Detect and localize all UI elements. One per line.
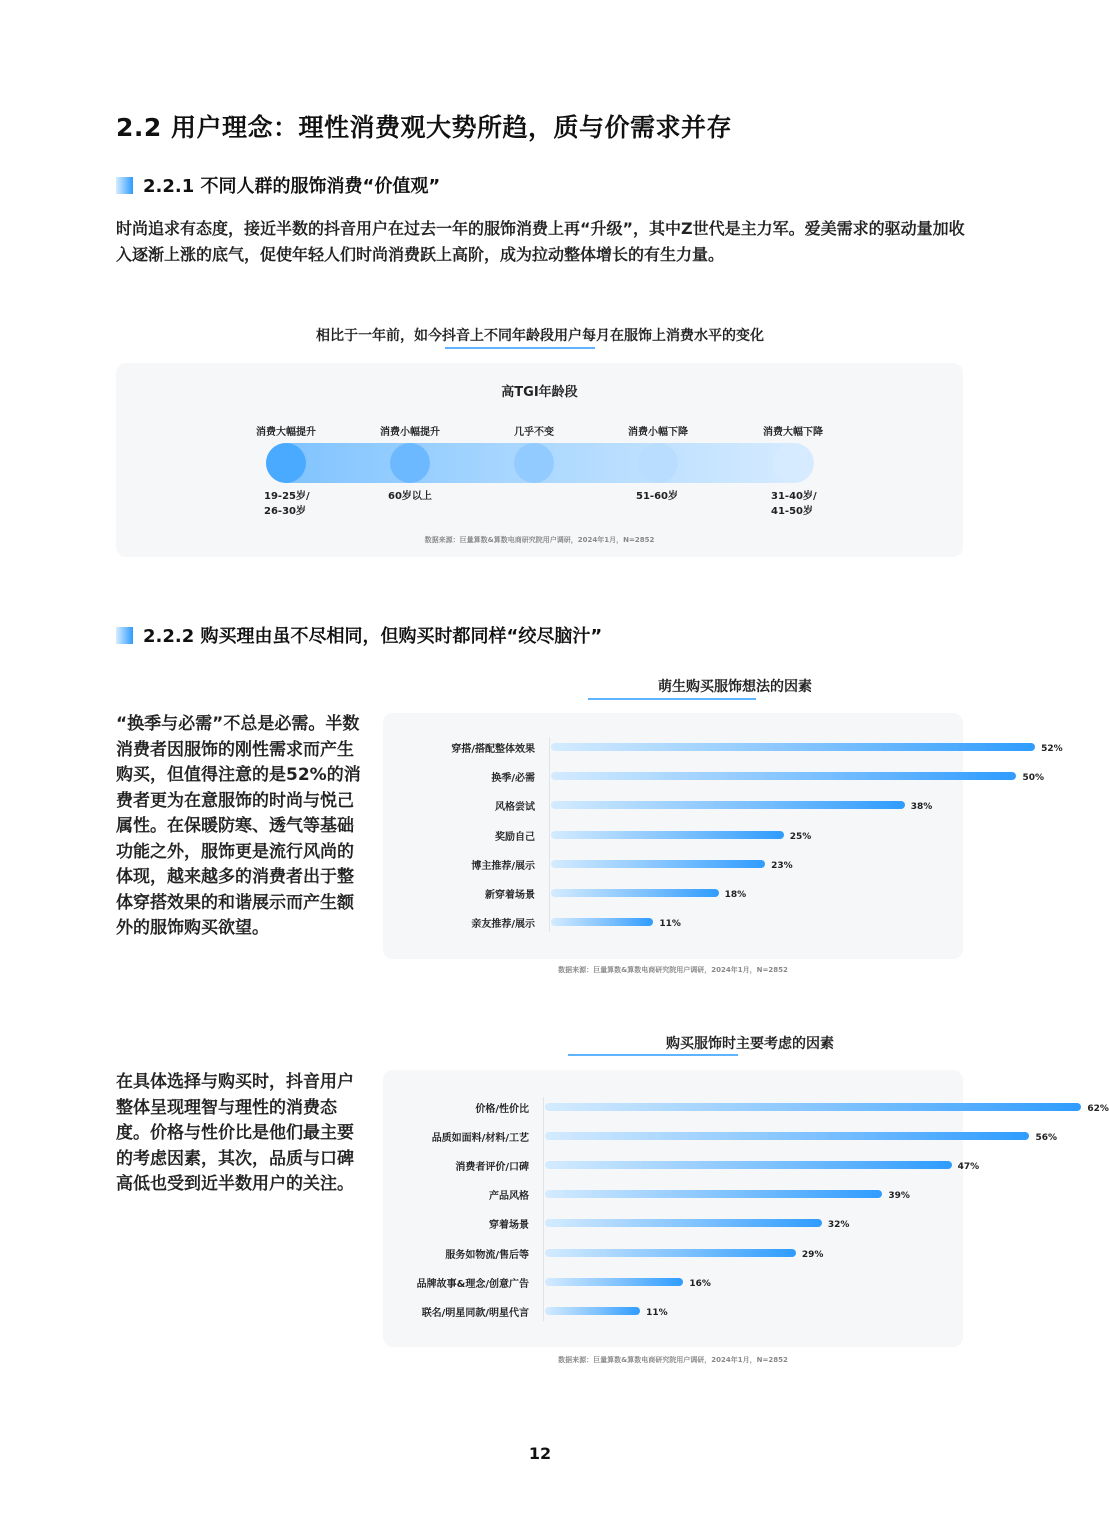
tgi-source: 数据来源：巨量算数&算数电商研究院用户调研，2024年1月，N=2852 <box>424 536 655 544</box>
bar-category-label: 穿搭/搭配整体效果 <box>451 744 535 755</box>
bar-value-label: 29% <box>801 1249 824 1260</box>
bar-category-label: 产品风格 <box>489 1191 529 1203</box>
bar-category-label: 品牌故事&理念/创意广告 <box>416 1278 529 1290</box>
bar <box>551 889 719 897</box>
tgi-stage-ages: 60岁以上 <box>388 491 432 502</box>
side-text-1: “换季与必需”不总是必需。半数消费者因服饰的刚性需求而产生购买，但值得注意的是52%的消费者更为在意服饰的时尚与悦己属性。在保暖防寒、透气等基础功能之外，服饰更是流行风尚的体现，越来越多的消费者出于整体穿搭效果的和谐展示而产生额外的服饰购买欲望。 <box>116 714 361 938</box>
bar <box>545 1307 640 1315</box>
bar <box>551 743 1035 751</box>
bar <box>545 1161 952 1169</box>
chart1-title-underline <box>588 698 756 700</box>
page-number: 12 <box>528 1444 552 1463</box>
bar <box>545 1190 882 1198</box>
bar-value-label: 25% <box>789 831 812 842</box>
chart2-title: 购买服饰时主要考虑的因素 <box>666 1036 834 1052</box>
bar <box>551 831 784 839</box>
tgi-stage-ages: 19-25岁/ 26-30岁 <box>264 491 310 517</box>
bar-category-label: 品质如面料/材料/工艺 <box>431 1133 529 1145</box>
tgi-stage-dot <box>638 443 678 483</box>
side-text-2: 在具体选择与购买时，抖音用户整体呈现理智与理性的消费态度。价格与性价比是他们最主要的考虑因素，其次，品质与口碑高低也受到近半数用户的关注。 <box>116 1072 354 1194</box>
subsection-2-heading <box>116 622 602 648</box>
tgi-stage-dot <box>773 443 813 483</box>
bar-value-label: 11% <box>659 919 681 930</box>
chart1-title: 萌生购买服饰想法的因素 <box>658 679 812 695</box>
tgi-figure-title: 相比于一年前，如今抖音上不同年龄段用户每月在服饰上消费水平的变化 <box>316 328 764 344</box>
bar <box>551 801 905 809</box>
chart-axis-line <box>549 737 550 932</box>
bar <box>545 1219 822 1227</box>
tgi-stage-label: 消费大幅提升 <box>256 427 316 438</box>
bar <box>551 772 1016 780</box>
bar <box>545 1132 1029 1140</box>
tgi-stage-ages: 51-60岁 <box>636 491 678 502</box>
tgi-stage-dot <box>514 443 554 483</box>
bar-value-label: 56% <box>1035 1133 1057 1144</box>
bar-value-label: 11% <box>646 1307 668 1318</box>
bar-category-label: 风格尝试 <box>495 802 535 814</box>
subsection-1-paragraph: 时尚追求有态度，接近半数的抖音用户在过去一年的服饰消费上再“升级”，其中Z世代是主力军。爱美需求的驱动量加收入逐渐上涨的底气，促使年轻人们时尚消费跃上高阶，成为拉动整体增长的有生力量。 <box>116 219 965 264</box>
subsection-2-title: 2.2.2 购买理由虽不尽相同，但购买时都同样“绞尽脑汁” <box>143 626 603 647</box>
bar-value-label: 52% <box>1041 744 1063 754</box>
chart2-title-underline <box>568 1054 738 1056</box>
bar-value-label: 50% <box>1022 773 1044 784</box>
bar <box>545 1249 796 1257</box>
heading-marker-icon <box>116 627 133 644</box>
chart1-source: 数据来源：巨量算数&算数电商研究院用户调研，2024年1月，N=2852 <box>558 966 788 974</box>
tgi-title: 高TGI年龄段 <box>501 385 578 400</box>
bar-category-label: 价格/性价比 <box>475 1104 529 1115</box>
bar-value-label: 62% <box>1087 1104 1109 1114</box>
bar-category-label: 换季/必需 <box>491 773 535 785</box>
subsection-1-heading <box>116 172 440 198</box>
tgi-stage-label: 消费小幅提升 <box>380 427 440 438</box>
tgi-stage-dot <box>390 443 430 483</box>
heading-marker-icon <box>116 177 133 194</box>
bar-value-label: 38% <box>910 802 933 813</box>
bar-value-label: 18% <box>724 890 747 900</box>
tgi-stage-label: 消费小幅下降 <box>628 427 688 438</box>
chart2-card <box>383 1070 1109 1347</box>
tgi-stage-ages: 31-40岁/ 41-50岁 <box>771 491 817 517</box>
tgi-stage-label: 消费大幅下降 <box>763 427 823 438</box>
bar-category-label: 博主推荐/展示 <box>471 860 535 872</box>
section-title: 2.2 用户理念：理性消费观大势所趋，质与价需求并存 <box>116 113 732 142</box>
bar-value-label: 47% <box>957 1162 980 1173</box>
chart1-card <box>383 713 1063 959</box>
bar-category-label: 亲友推荐/展示 <box>471 919 535 931</box>
bar-category-label: 联名/明星同款/明星代言 <box>421 1307 529 1319</box>
tgi-card <box>116 363 963 557</box>
bar-category-label: 消费者评价/口碑 <box>455 1162 529 1174</box>
subsection-1-title: 2.2.1 不同人群的服饰消费“价值观” <box>143 176 441 197</box>
bar <box>551 918 653 926</box>
bar <box>545 1103 1081 1111</box>
bar-value-label: 16% <box>689 1278 711 1289</box>
bar-category-label: 奖励自己 <box>495 831 535 843</box>
bar <box>551 860 765 868</box>
bar-category-label: 服务如物流/售后等 <box>445 1249 529 1261</box>
bar-value-label: 32% <box>827 1220 850 1231</box>
figure-title-underline <box>445 347 595 349</box>
chart2-source: 数据来源：巨量算数&算数电商研究院用户调研，2024年1月，N=2852 <box>558 1356 788 1364</box>
bar-category-label: 新穿着场景 <box>485 890 535 901</box>
tgi-stage-dot <box>266 443 306 483</box>
tgi-stage-label: 几乎不变 <box>514 427 554 438</box>
bar <box>545 1278 683 1286</box>
bar-value-label: 39% <box>888 1191 910 1202</box>
bar-category-label: 穿着场景 <box>489 1220 529 1232</box>
chart-axis-line <box>543 1097 544 1321</box>
bar-value-label: 23% <box>771 860 793 871</box>
